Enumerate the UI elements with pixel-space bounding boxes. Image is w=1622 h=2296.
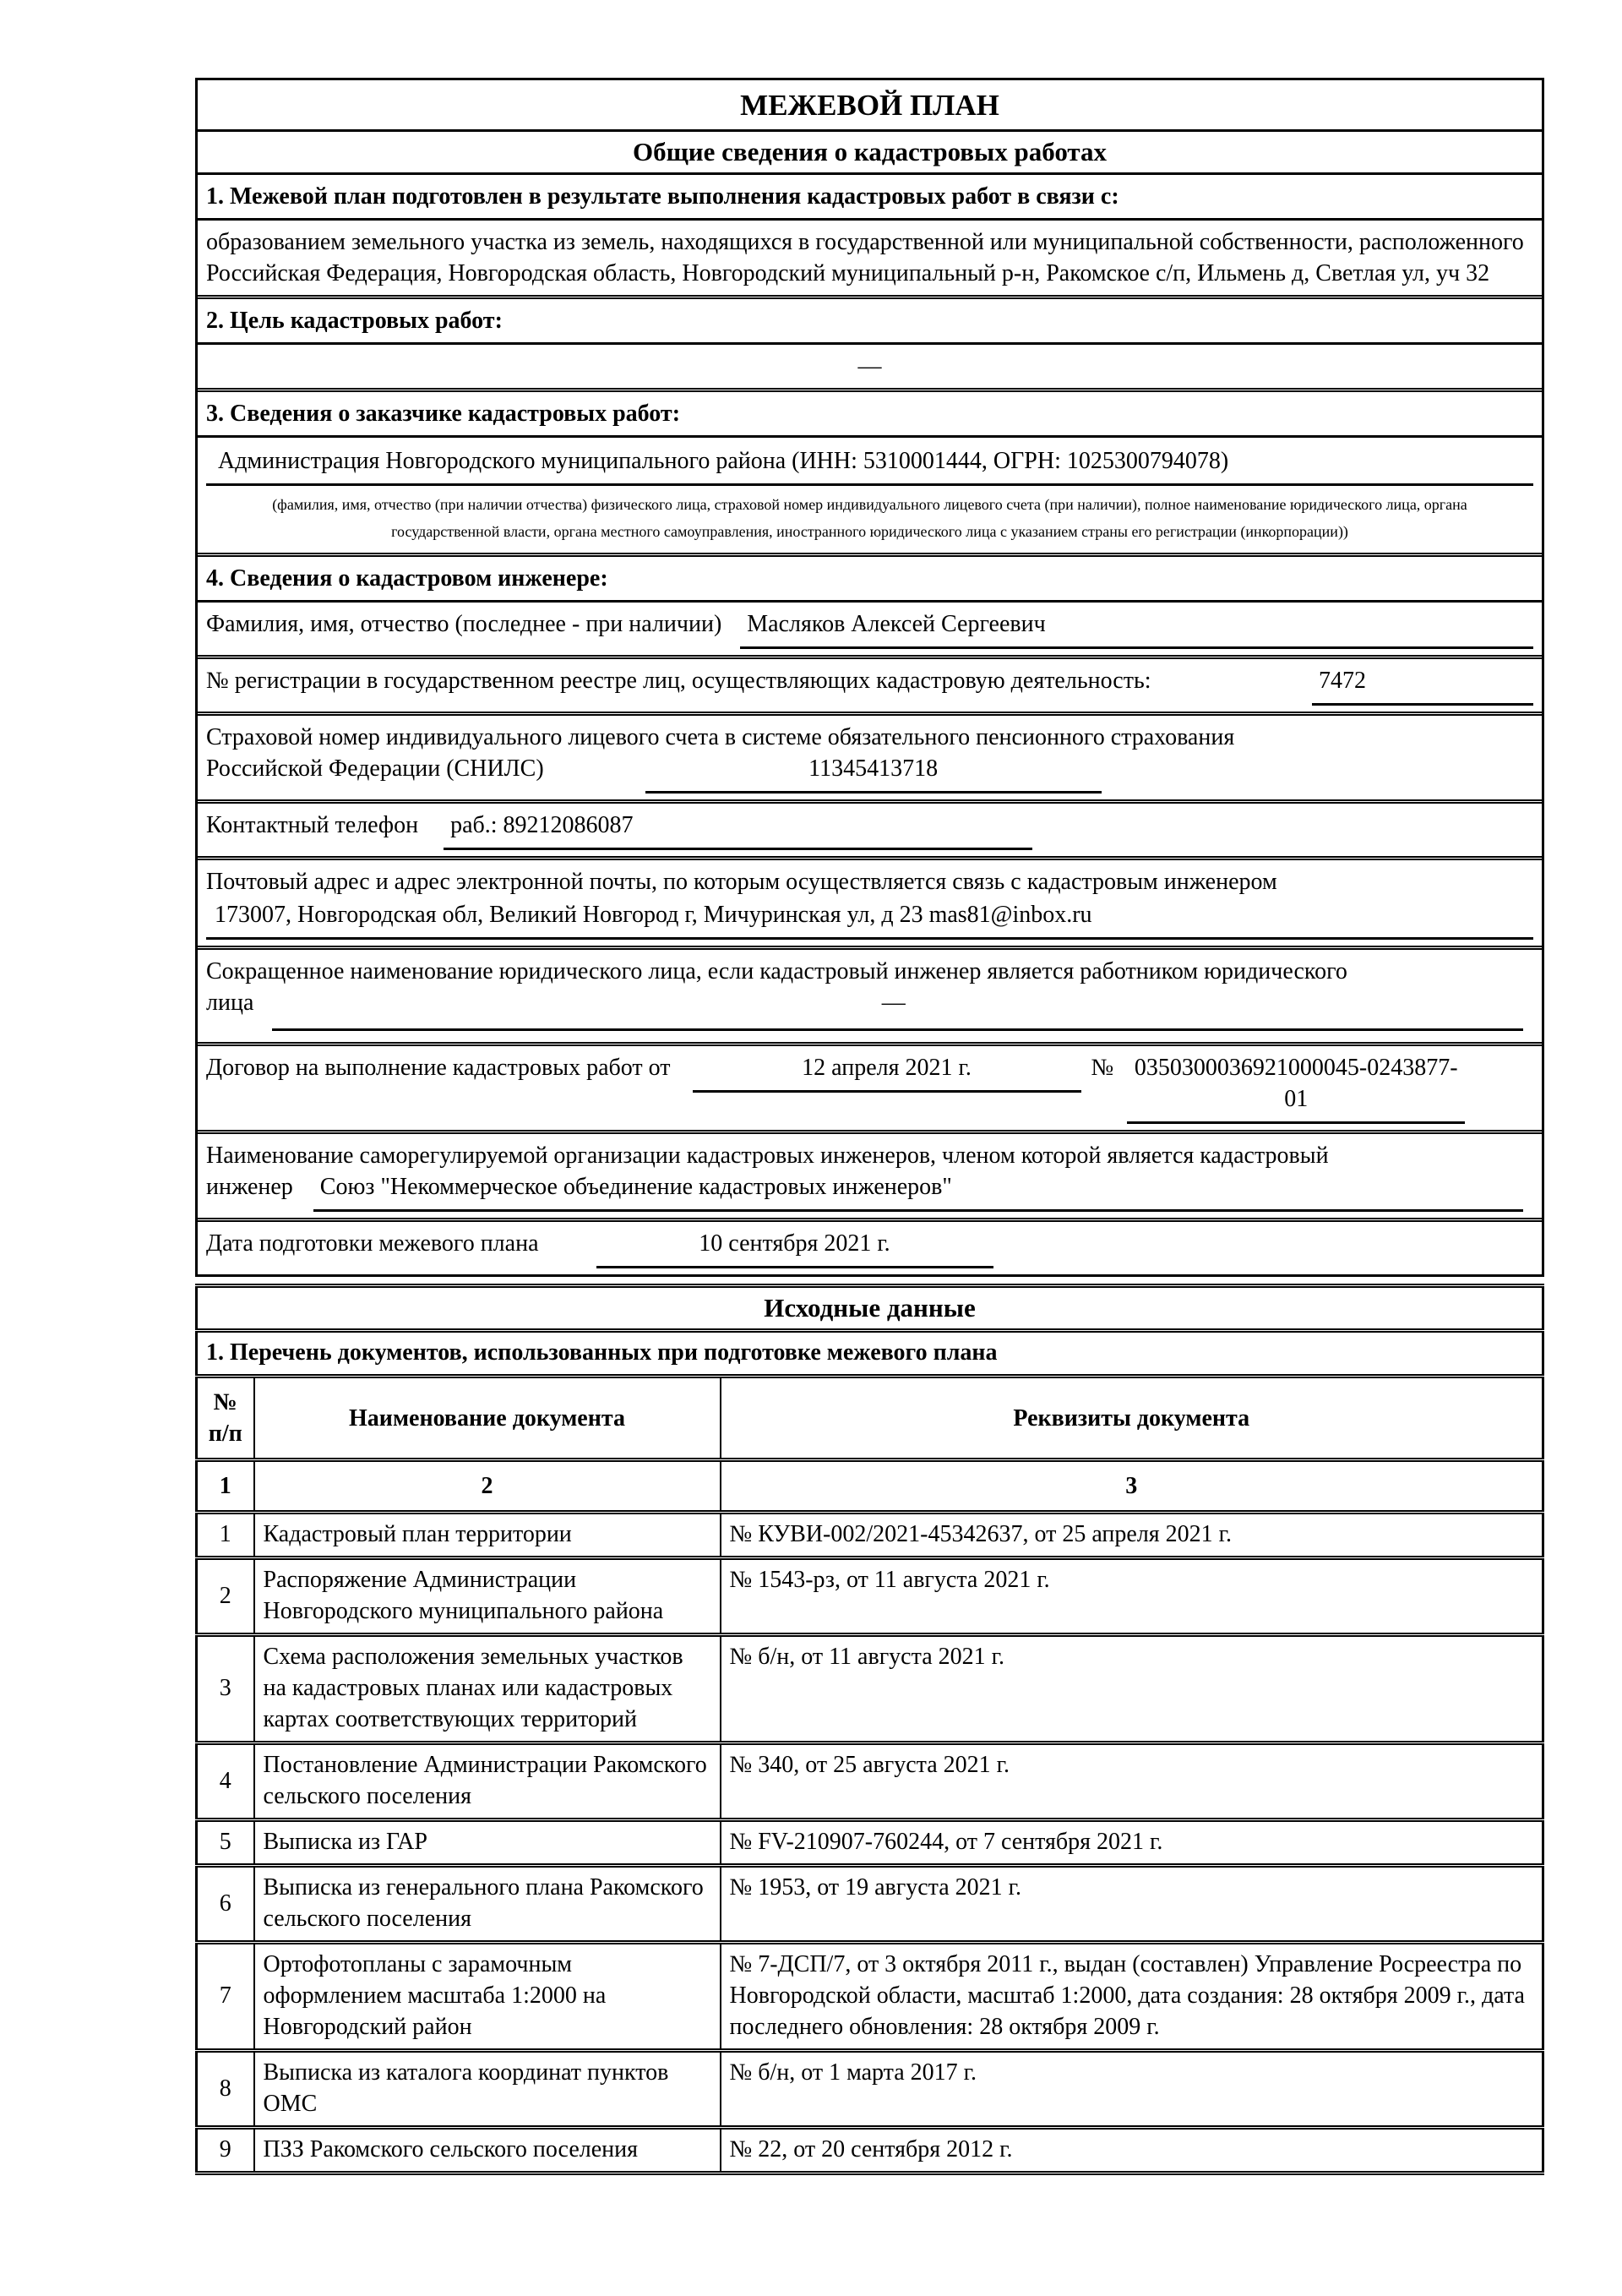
column-number-cell: 1 <box>197 1460 254 1513</box>
document-details-cell: № 340, от 25 августа 2021 г. <box>721 1743 1543 1820</box>
phone-label: Контактный телефон <box>206 812 419 838</box>
document-name-cell: Распоряжение Администрации Новгородского муниципального района <box>254 1558 721 1635</box>
legal-entity-label-line1: Сокращенное наименование юридического лица, если кадастровый инженер является работником юридического <box>206 958 1347 984</box>
sro-label-line1: Наименование саморегулируемой организации кадастровых инженеров, членом которой является кадастровый <box>206 1143 1329 1169</box>
contract-label: Договор на выполнение кадастровых работ от <box>206 1055 671 1081</box>
sro-label-line2: инженер <box>206 1174 293 1200</box>
document-details-cell: № б/н, от 11 августа 2021 г. <box>721 1635 1543 1743</box>
snils-line2 <box>206 753 1533 794</box>
table-row <box>197 2051 1543 2128</box>
section3-content <box>198 438 1542 557</box>
header-details-cell: Реквизиты документа <box>721 1377 1543 1460</box>
source-data-title-row <box>197 1286 1543 1331</box>
snils-label-line2: Российской Федерации (СНИЛС) <box>206 755 544 782</box>
section4-heading: 4. Сведения о кадастровом инженере: <box>198 557 1542 603</box>
document-details-cell: № 7-ДСП/7, от 3 октября 2011 г., выдан (составлен) Управление Росреестра по Новгородской области, масштаб 1:2000, дата создания: 28 октября 2009 г., дата последнего обновления: 28 октября 2009 г. <box>721 1943 1543 2051</box>
sro-line2 <box>206 1171 1533 1212</box>
document-name-cell: Выписка из каталога координат пунктов ОМС <box>254 2051 721 2128</box>
row-number-cell: 1 <box>197 1513 254 1558</box>
row-number-cell: 4 <box>197 1743 254 1820</box>
document-details-cell: № 1543-рз, от 11 августа 2021 г. <box>721 1558 1543 1635</box>
section1-heading: 1. Межевой план подготовлен в результате выполнения кадастровых работ в связи с: <box>198 175 1542 221</box>
snils-label-line1: Страховой номер индивидуального лицевого счета в системе обязательного пенсионного страхования <box>206 724 1235 750</box>
document-name-cell: Выписка из генерального плана Ракомского сельского поселения <box>254 1866 721 1943</box>
column-number-cell: 2 <box>254 1460 721 1513</box>
sro-value: Союз "Некоммерческое объединение кадастровых инженеров" <box>313 1171 1523 1212</box>
document-details-cell: № FV-210907-760244, от 7 сентября 2021 г. <box>721 1820 1543 1866</box>
column-numbering-row <box>197 1460 1543 1513</box>
legal-entity-row <box>198 950 1542 1046</box>
table-row <box>197 1513 1543 1558</box>
row-number-cell: 8 <box>197 2051 254 2128</box>
contract-number-sign: № <box>1091 1055 1114 1081</box>
contract-date-value: 12 апреля 2021 г. <box>693 1052 1081 1093</box>
customer-value: Администрация Новгородского муниципального района (ИНН: 5310001444, ОГРН: 1025300794078) <box>206 444 1533 486</box>
documents-list-heading: 1. Перечень документов, использованных при подготовке межевого плана <box>197 1331 1543 1377</box>
preparation-date-row <box>198 1222 1542 1274</box>
document-name-cell: Ортофотопланы с зарамочным оформлением масштаба 1:2000 на Новгородский район <box>254 1943 721 2051</box>
address-label: Почтовый адрес и адрес электронной почты, по которым осуществляется связь с кадастровым инженером <box>206 869 1277 895</box>
preparation-date-value: 10 сентября 2021 г. <box>596 1228 993 1268</box>
section1-content: образованием земельного участка из земель, находящихся в государственной или муниципальной собственности, расположенного Российская Федерация, Новгородская область, Новгородский муниципальный р-н, Ракомское с/п, Ильмень д, Светлая ул, уч 32 <box>198 221 1542 299</box>
column-number-cell: 3 <box>721 1460 1543 1513</box>
address-value: 173007, Новгородская обл, Великий Новгород г, Мичуринская ул, д 23 mas81@inbox.ru <box>206 897 1533 940</box>
table-row <box>197 1635 1543 1743</box>
customer-caption: (фамилия, имя, отчество (при наличии отчества) физического лица, страховой номер индивидуального лицевого счета (при наличии), полное наименование юридического лица, органа государственной власти, органа местного самоуправления, иностранного юридического лица с указанием страны его регистрации (инкорпорации)) <box>272 496 1467 540</box>
registration-number-row <box>198 659 1542 716</box>
document-name-cell: Схема расположения земельных участков на кадастровых планах или кадастровых картах соответствующих территорий <box>254 1635 721 1743</box>
table-row <box>197 1820 1543 1866</box>
source-data-title: Исходные данные <box>197 1286 1543 1331</box>
registration-number-value: 7472 <box>1312 665 1533 706</box>
snils-value: 11345413718 <box>645 753 1102 794</box>
row-number-cell: 6 <box>197 1866 254 1943</box>
document-name-cell: ПЗЗ Ракомского сельского поселения <box>254 2128 721 2173</box>
general-info-block <box>195 78 1544 1277</box>
contract-row <box>198 1046 1542 1134</box>
section3-heading: 3. Сведения о заказчике кадастровых работ: <box>198 392 1542 438</box>
section2-value: — <box>198 345 1542 392</box>
table-row <box>197 1943 1543 2051</box>
row-number-cell: 7 <box>197 1943 254 2051</box>
header-name-cell: Наименование документа <box>254 1377 721 1460</box>
legal-entity-value: — <box>881 990 906 1016</box>
document-name-cell: Постановление Администрации Ракомского сельского поселения <box>254 1743 721 1820</box>
sro-row <box>198 1134 1542 1222</box>
section2-heading: 2. Цель кадастровых работ: <box>198 299 1542 345</box>
table-row <box>197 1866 1543 1943</box>
engineer-name-value: Масляков Алексей Сергеевич <box>740 608 1533 649</box>
header-num-cell: № п/п <box>197 1377 254 1460</box>
document-title: МЕЖЕВОЙ ПЛАН <box>198 80 1542 132</box>
contract-number-value: 0350300036921000045-0243877-01 <box>1127 1052 1465 1124</box>
row-number-cell: 2 <box>197 1558 254 1635</box>
document-name-cell: Выписка из ГАР <box>254 1820 721 1866</box>
document-details-cell: № б/н, от 1 марта 2017 г. <box>721 2051 1543 2128</box>
row-number-cell: 9 <box>197 2128 254 2173</box>
engineer-name-row <box>198 603 1542 659</box>
legal-entity-underline <box>272 1028 1523 1031</box>
registration-number-label: № регистрации в государственном реестре лиц, осуществляющих кадастровую деятельность: <box>206 668 1151 694</box>
documents-list-heading-row <box>197 1331 1543 1377</box>
document-name-cell: Кадастровый план территории <box>254 1513 721 1558</box>
legal-entity-line2 <box>206 987 1533 1018</box>
table-row <box>197 1743 1543 1820</box>
phone-value: раб.: 89212086087 <box>444 810 1032 850</box>
snils-row <box>198 716 1542 804</box>
phone-row <box>198 804 1542 860</box>
engineer-name-label: Фамилия, имя, отчество (последнее - при наличии) <box>206 611 722 637</box>
table-row <box>197 1558 1543 1635</box>
legal-entity-label-line2: лица <box>206 990 254 1016</box>
address-row <box>198 860 1542 950</box>
document-details-cell: № 22, от 20 сентября 2012 г. <box>721 2128 1543 2173</box>
source-data-table <box>195 1284 1544 2175</box>
document-details-cell: № 1953, от 19 августа 2021 г. <box>721 1866 1543 1943</box>
row-number-cell: 5 <box>197 1820 254 1866</box>
table-row <box>197 2128 1543 2173</box>
preparation-date-label: Дата подготовки межевого плана <box>206 1230 539 1257</box>
document-details-cell: № КУВИ-002/2021-45342637, от 25 апреля 2021 г. <box>721 1513 1543 1558</box>
table-header-row <box>197 1377 1543 1460</box>
document-subtitle: Общие сведения о кадастровых работах <box>198 132 1542 175</box>
row-number-cell: 3 <box>197 1635 254 1743</box>
